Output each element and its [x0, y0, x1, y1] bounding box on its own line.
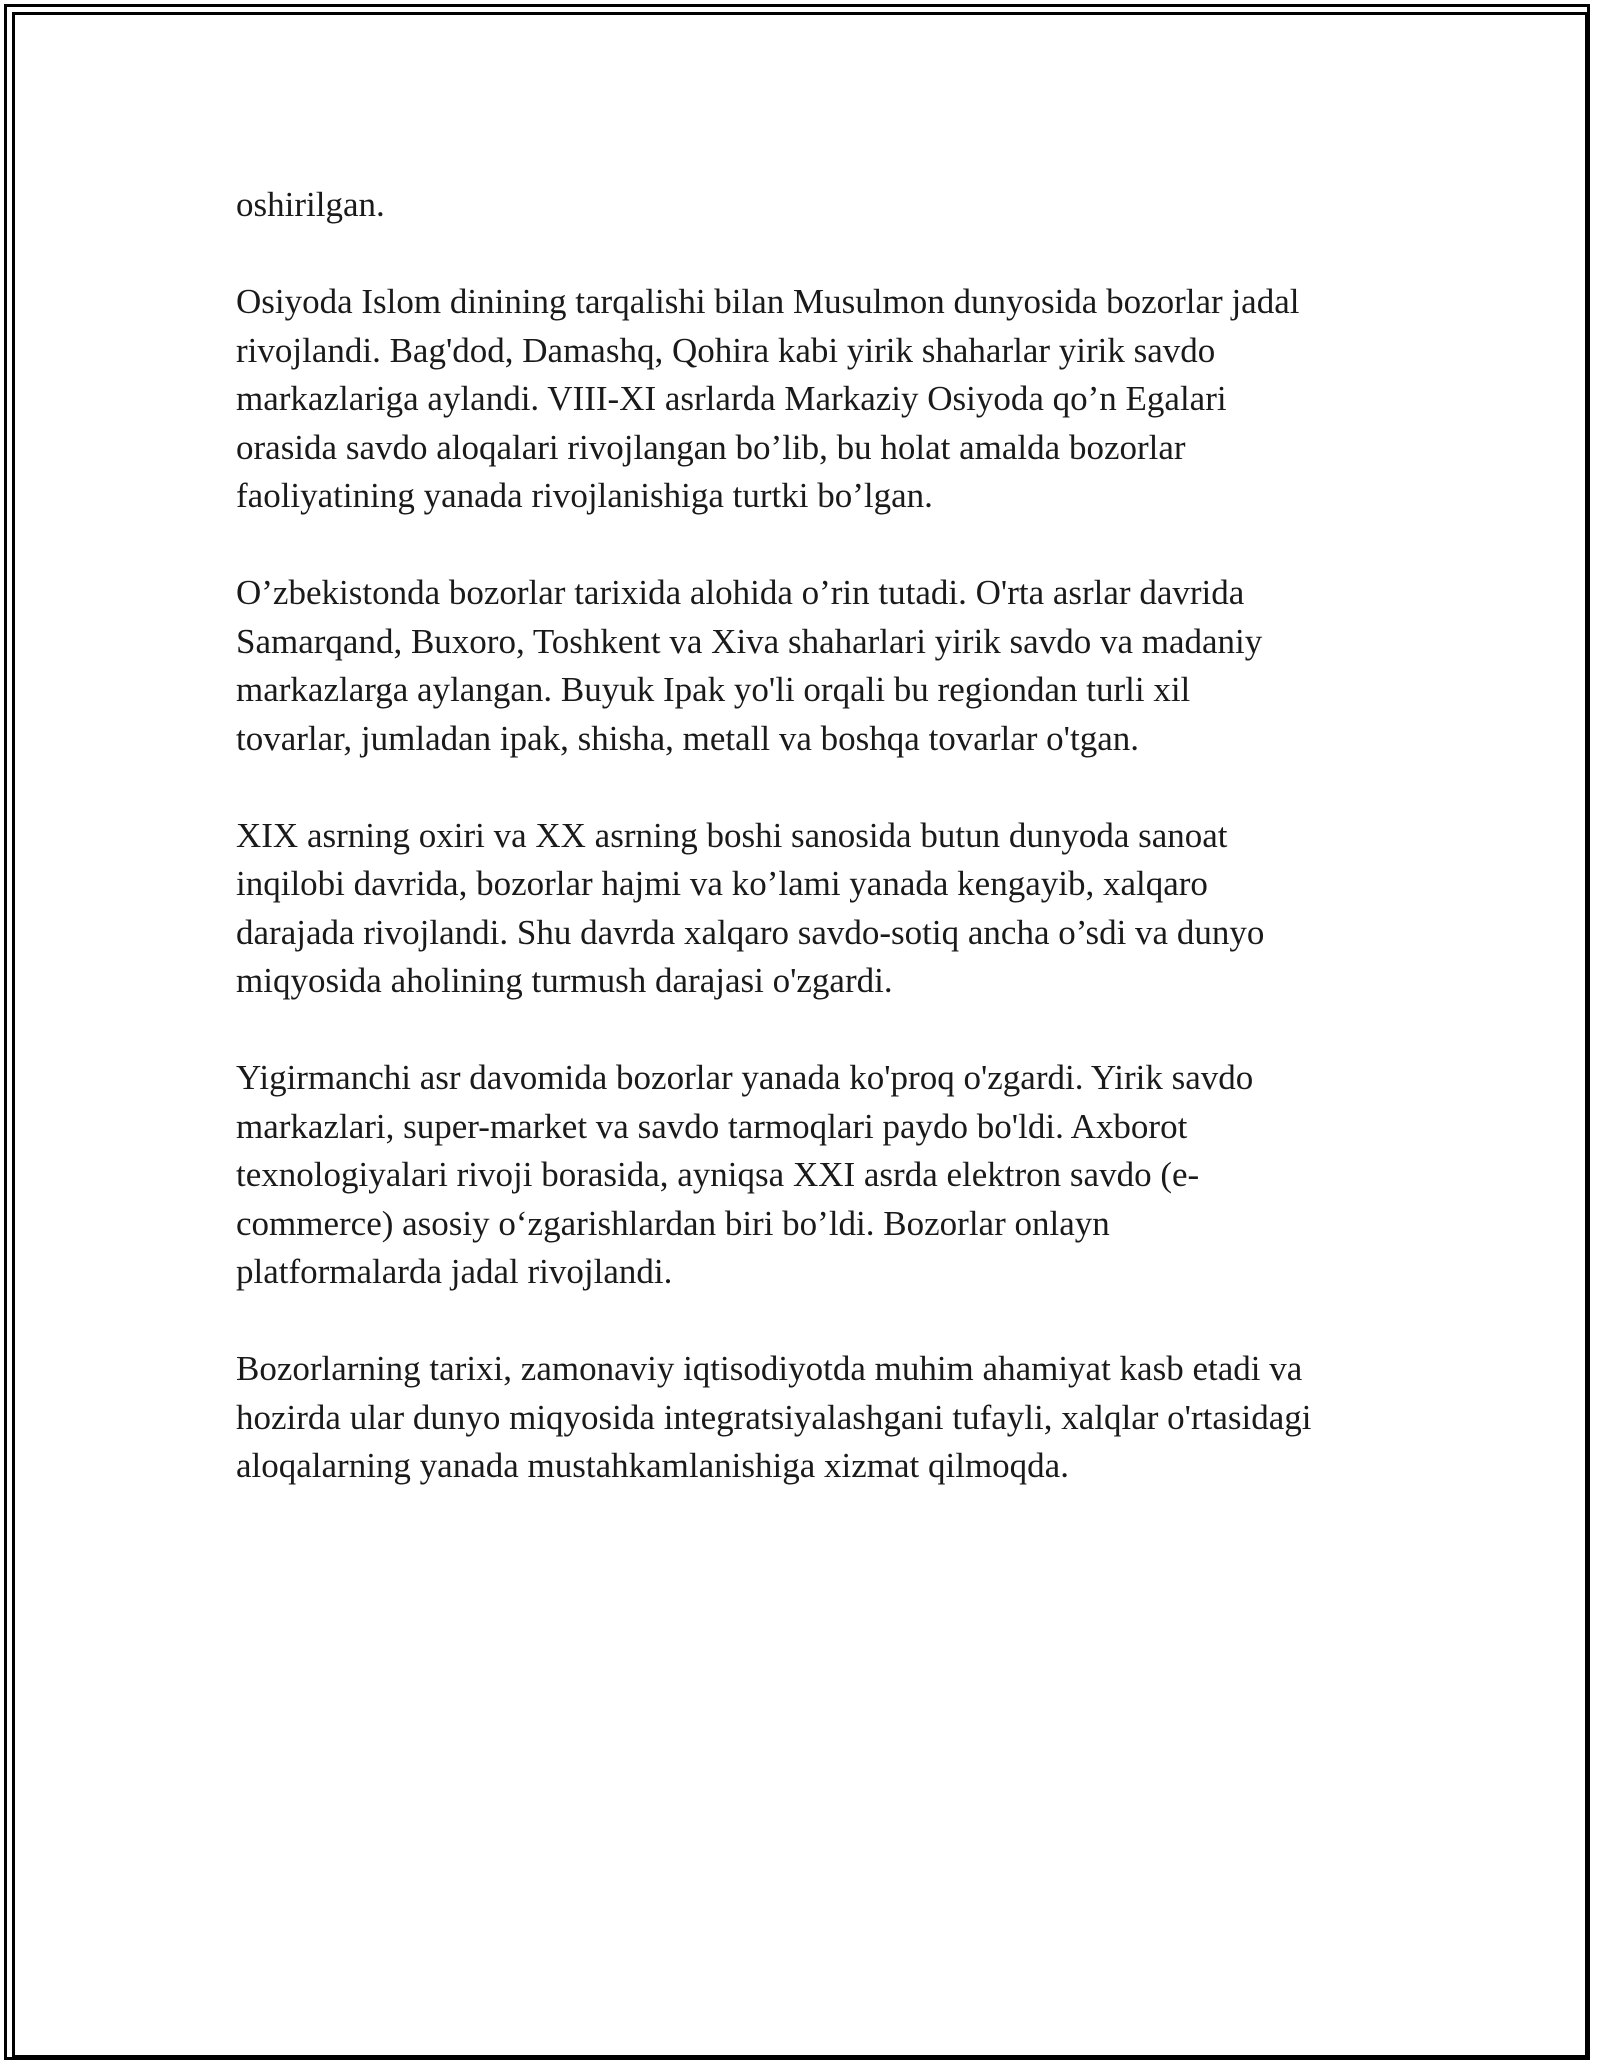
paragraph-twentieth-century: Yigirmanchi asr davomida bozorlar yanada ko'proq o'zgardi. Yirik savdo markazlari, super-market va savdo tarmoqlari paydo bo'ldi. Axborot texnologiyalari rivoji borasida, ayniqsa XXI asrda elektron savdo (e- commerce) asosiy o‘zgarishlardan biri bo’ldi. Bozorlar onlayn platformalarda jadal rivojlandi.: [236, 1058, 1254, 1291]
paragraph-uzbekistan-markets: O’zbekistonda bozorlar tarixida alohida o’rin tutadi. O'rta asrlar davrida Samarqand, Buxoro, Toshkent va Xiva shaharlari yirik savdo va madaniy markazlarga aylangan. Buyuk Ipak yo'li orqali bu regiondan turli xil tovarlar, jumladan ipak, shisha, metall va boshqa tovarlar o'tgan.: [236, 573, 1263, 758]
paragraph-islam-markets: Osiyoda Islom dinining tarqalishi bilan Musulmon dunyosida bozorlar jadal rivojlandi. Bag'dod, Damashq, Qohira kabi yirik shaharlar yirik savdo markazlariga aylandi. VIII-XI asrlarda Markaziy Osiyoda qo’n Egalari orasida savdo aloqalari rivojlangan bo’lib, bu holat amalda bozorlar faoliyatining yanada rivojlanishiga turtki bo’lgan.: [236, 282, 1300, 515]
paragraph-conclusion: Bozorlarning tarixi, zamonaviy iqtisodiyotda muhim ahamiyat kasb etadi va hozirda ular dunyo miqyosida integratsiyalashgani tufayli, xalqlar o'rtasidagi aloqalarning yanada mustahkamlanishiga xizmat qilmoqda.: [236, 1349, 1312, 1485]
document-body: [236, 181, 1386, 1539]
paragraph-industrial-revolution: XIX asrning oxiri va XX asrning boshi sanosida butun dunyoda sanoat inqilobi davrida, bozorlar hajmi va ko’lami yanada kengayib, xalqaro darajada rivojlandi. Shu davrda xalqaro savdo-sotiq ancha o’sdi va dunyo miqyosida aholining turmush darajasi o'zgardi.: [236, 815, 1265, 1000]
paragraph-continuation: oshirilgan.: [236, 185, 385, 224]
